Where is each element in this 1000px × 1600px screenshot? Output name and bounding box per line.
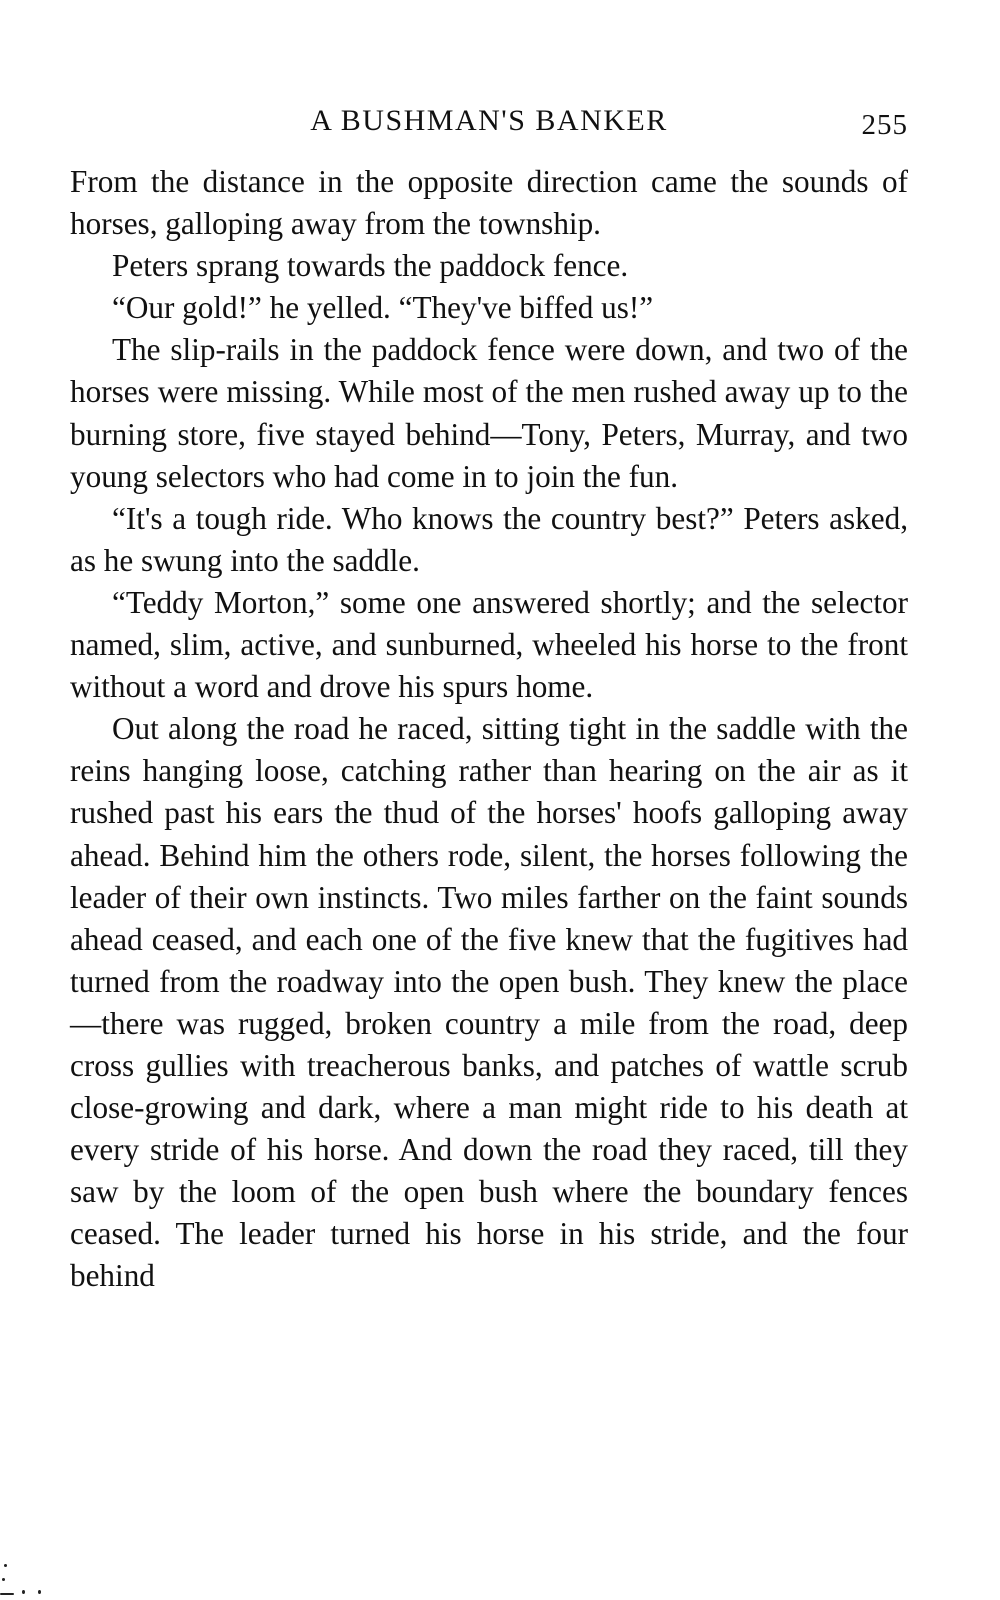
paragraph-4: The slip-rails in the paddock fence were down, and two of the horses were missing. While most of the men rushed away up to the burning store, five stayed behind—Tony, Peters, Murray, and two young selectors who had come in to join the fun. (70, 332, 908, 494)
paragraph-3: “Our gold!” he yelled. “They've biffed us!” (112, 290, 654, 326)
scan-speck (38, 1590, 41, 1594)
running-header (70, 101, 908, 141)
scan-speck (2, 1578, 5, 1581)
page-number: 255 (861, 109, 908, 141)
paragraph-7: Out along the road he raced, sitting tight in the saddle with the reins hanging loose, catching rather than hearing on the air as it rushed past his ears the thud of the horses' hoofs galloping away ahead. Behind him the others rode, silent, the horses following the leader of their own instincts. Two miles farther on the faint sounds ahead ceased, and each one of the five knew that the fugitives had turned from the roadway into the open bush. They knew the place—there was rugged, broken country a mile from the road, deep cross gullies with treacherous banks, and patches of wattle scrub close-growing and dark, where a man might ride to his death at every stride of his horse. And down the road they raced, till they saw by the loom of the open bush where the boundary fences ceased. The leader turned his horse in his stride, and the four behind (70, 711, 908, 1294)
paragraph-6: “Teddy Morton,” some one answered shortly; and the selector named, slim, active, and sunburned, wheeled his horse to the front without a word and drove his spurs home. (70, 584, 908, 705)
scan-speck (4, 1564, 7, 1567)
paragraph-2: Peters sprang towards the paddock fence. (112, 248, 629, 284)
body-text (70, 161, 908, 1298)
scan-specks (0, 1560, 60, 1600)
scan-speck (22, 1590, 25, 1594)
running-title: A BUSHMAN'S BANKER (310, 104, 668, 137)
scan-speck (0, 1593, 14, 1595)
paragraph-5: “It's a tough ride. Who knows the country best?” Peters asked, as he swung into the saddle. (70, 500, 908, 578)
paragraph-1: From the distance in the opposite direction came the sounds of horses, galloping away from the township. (70, 164, 908, 242)
